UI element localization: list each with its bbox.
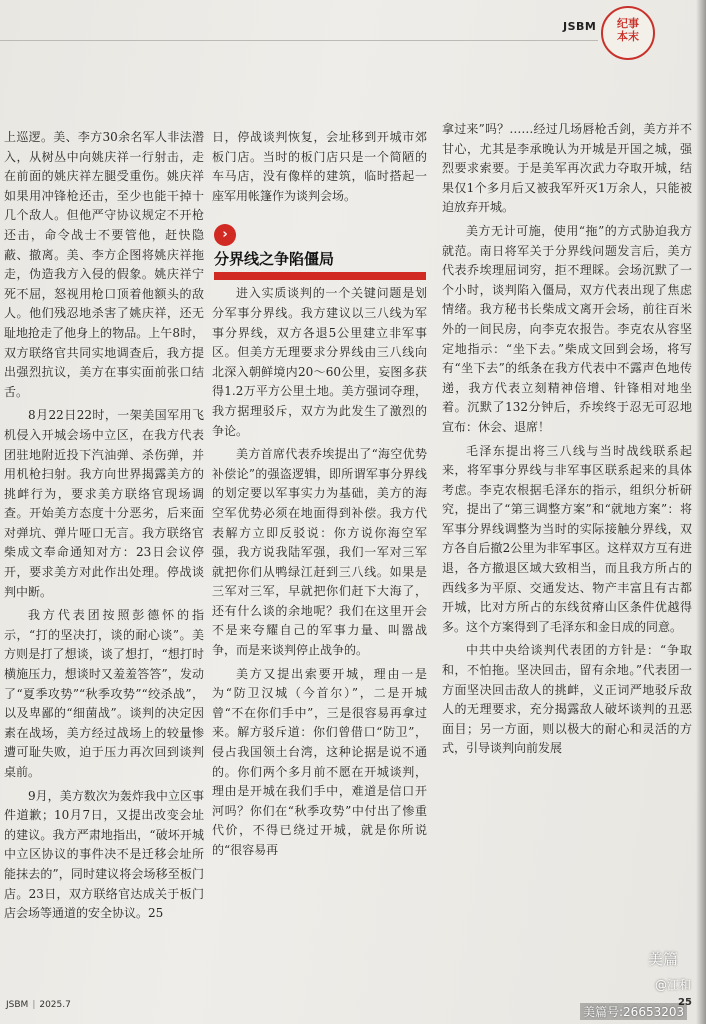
- page-edge-shadow: [696, 0, 706, 1024]
- paragraph: 美方首席代表乔埃提出了“海空优势补偿论”的强盗逻辑，即所谓军事分界线的划定要以军事实力为基础，美方的海空军优势必须在地面得到补偿。我方代表解方立即反驳说：你方说你海空军强，我方说我陆军强，我们一军对三军就把你们从鸭绿江赶到三八线。如果是三军对三军，早就把你们赶下大海了，还有什么谈的余地呢？我们在这里开会不是来夸耀自己的军事力量、叫嚣战争，而是来谈判停止战争的。: [212, 447, 427, 658]
- footer-brand-name: JSBM: [6, 1000, 29, 1010]
- paragraph: 进入实质谈判的一个关键问题是划分军事分界线。我方建议以三八线为军事分界线，双方各退5公里建立非军事区。但美方无理要求分界线由三八线向北深入朝鲜境内20～60公里，妄图多获得1.2万平方公里土地。美方强词夺理，我方据理驳斥，双方为此发生了激烈的争论。: [212, 286, 427, 438]
- header-rule: [0, 40, 598, 41]
- text-column-1: [4, 128, 204, 928]
- text-column-2: [212, 128, 427, 865]
- paragraph: 9月，美方数次为轰炸我中立区事件道歉；10月7日，又提出改变会址的建议。我方严肃地指出，“破坏开城中立区协议的事件决不是迁移会址所能抹去的”，同时建议将会场移至板门店。23日，双方联络官达成关于板门店会场等通道的安全协议。25: [4, 788, 204, 921]
- page-number: 25: [678, 997, 692, 1008]
- badge-line2: 本末: [617, 30, 639, 43]
- paragraph: 上巡逻。美、李方30余名军人非法潜入，从树丛中向姚庆祥一行射击，走在前面的姚庆祥左腿受重伤。姚庆祥如果用冲锋枪还击，至少也能干掉十几个敌人。但他严守协议规定不开枪还击，命令战士不要管他，赶快隐蔽、撤离。美、李方企图将姚庆祥拖走，伪造我方入侵的假象。姚庆祥宁死不屈，怒视用枪口顶着他额头的敌人。他们残忍地杀害了姚庆祥，还无耻地抢走了他身上的物品。上午8时，双方联络官共同实地调查后，我方提出强烈抗议，美方在事实面前张口结舌。: [4, 130, 204, 399]
- paragraph: 日，停战谈判恢复，会址移到开城市郊板门店。当时的板门店只是一个简陋的车马店，没有像样的建筑，临时搭起一座军用帐篷作为谈判会场。: [212, 130, 427, 203]
- text-column-3: [442, 120, 692, 763]
- section-badge: [601, 6, 655, 60]
- badge-line1: 纪事: [617, 17, 639, 30]
- header-brand: JSBM: [563, 20, 597, 33]
- paragraph: 美方无计可施，使用“拖”的方式胁迫我方就范。南日将军关于分界线问题发言后，美方代表乔埃理屈词穷，拒不理睬。会场沉默了一个小时，谈判陷入僵局，双方代表出现了焦虑情绪。我方秘书长柴成文离开会场，前往百米外的一间民房，向李克农报告。李克农从容坚定地指示：“坐下去。”柴成文回到会场，将写有“坐下去”的纸条在我方代表中不露声色地传递，我方代表立刻精神倍增、针锋相对地坐着。沉默了132分钟后，乔埃终于忍无可忍地宣布：休会、退席！: [442, 223, 692, 434]
- paragraph: 8月22日22时，一架美国军用飞机侵入开城会场中立区，在我方代表团驻地附近投下汽油弹、杀伤弹，并用机枪扫射。我方向世界揭露美方的挑衅行为，要求美方联络官现场调查。开始美方态度十分恶劣，后来面对弹坑、弹片哑口无言。我方联络官柴成文奉命通知对方：23日会议停开，要求美方对此作出处理。停战谈判中断。: [4, 408, 204, 599]
- paragraph: 毛泽东提出将三八线与当时战线联系起来，将军事分界线与非军事区联系起来的具体考虑。李克农根据毛泽东的指示，组织分析研究，提出了“第三调整方案”和“就地方案”：将军事分界线调整为当时的实际接触分界线，双方各自后撤2公里为非军事区。这样双方互有进退，各方撤退区域大致相当，而且我方所占的西线多为平原、交通发达、物产丰富且有古都开城，比对方所占的东线贫瘠山区条件优越得多。这个方案得到了毛泽东和金日成的同意。: [442, 443, 692, 634]
- paragraph: 我方代表团按照彭德怀的指示，“打的坚决打，谈的耐心谈”。美方则是打了想谈，谈了想打，“想打时横施压力，想谈时又羞羞答答”，发动了“夏季攻势”“秋季攻势”“绞杀战”，以及卑鄙的“细菌战”。谈判的决定因素在战场，美方经过战场上的较量惨遭可耻失败，迫于压力再次回到谈判桌前。: [4, 608, 204, 779]
- watermark-id: 美篇号:26653203: [580, 1003, 687, 1020]
- section-underline-bar: [214, 272, 426, 280]
- paragraph: 美方又提出索要开城，理由一是为“防卫汉城（今首尔）”，二是开城曾“不在你们手中”，三是很容易再拿过来。解方驳斥道：你们曾借口“防卫”，侵占我国领土台湾，这种论据是说不通的。你们两个多月前不愿在开城谈判，理由是开城在我们手中，难道是信口开河吗？你们在“秋季攻势”中付出了惨重代价，不得已绕过开城，就是你所说的“很容易再: [212, 666, 427, 857]
- section-arrow-icon: ›: [214, 224, 236, 246]
- watermark-author: @江和: [655, 978, 692, 992]
- section-title: 分界线之争陷僵局: [214, 250, 335, 269]
- paragraph: 中共中央给谈判代表团的方针是：“争取和，不怕拖。坚决回击，留有余地。”代表团一方面坚决回击敌人的挑衅，义正词严地驳斥敌人的无理要求，充分揭露敌人破坏谈判的丑恶面目；另一方面，则以极大的耐心和灵活的方式，引导谈判向前发展: [442, 643, 692, 756]
- footer-brand: JSBM | 2025.7: [6, 1000, 71, 1010]
- paragraph: 拿过来”吗？……经过几场唇枪舌剑，美方并不甘心，尤其是李承晚认为开城是开国之城，强烈要求索要。于是美军再次武力夺取开城，结果仅1个多月后又被我军歼灭1万余人，只能被迫放弃开城。: [442, 122, 692, 215]
- footer-issue: 2025.7: [39, 1000, 71, 1010]
- watermark-logo: 美篇: [648, 950, 679, 968]
- section-heading: [212, 224, 427, 274]
